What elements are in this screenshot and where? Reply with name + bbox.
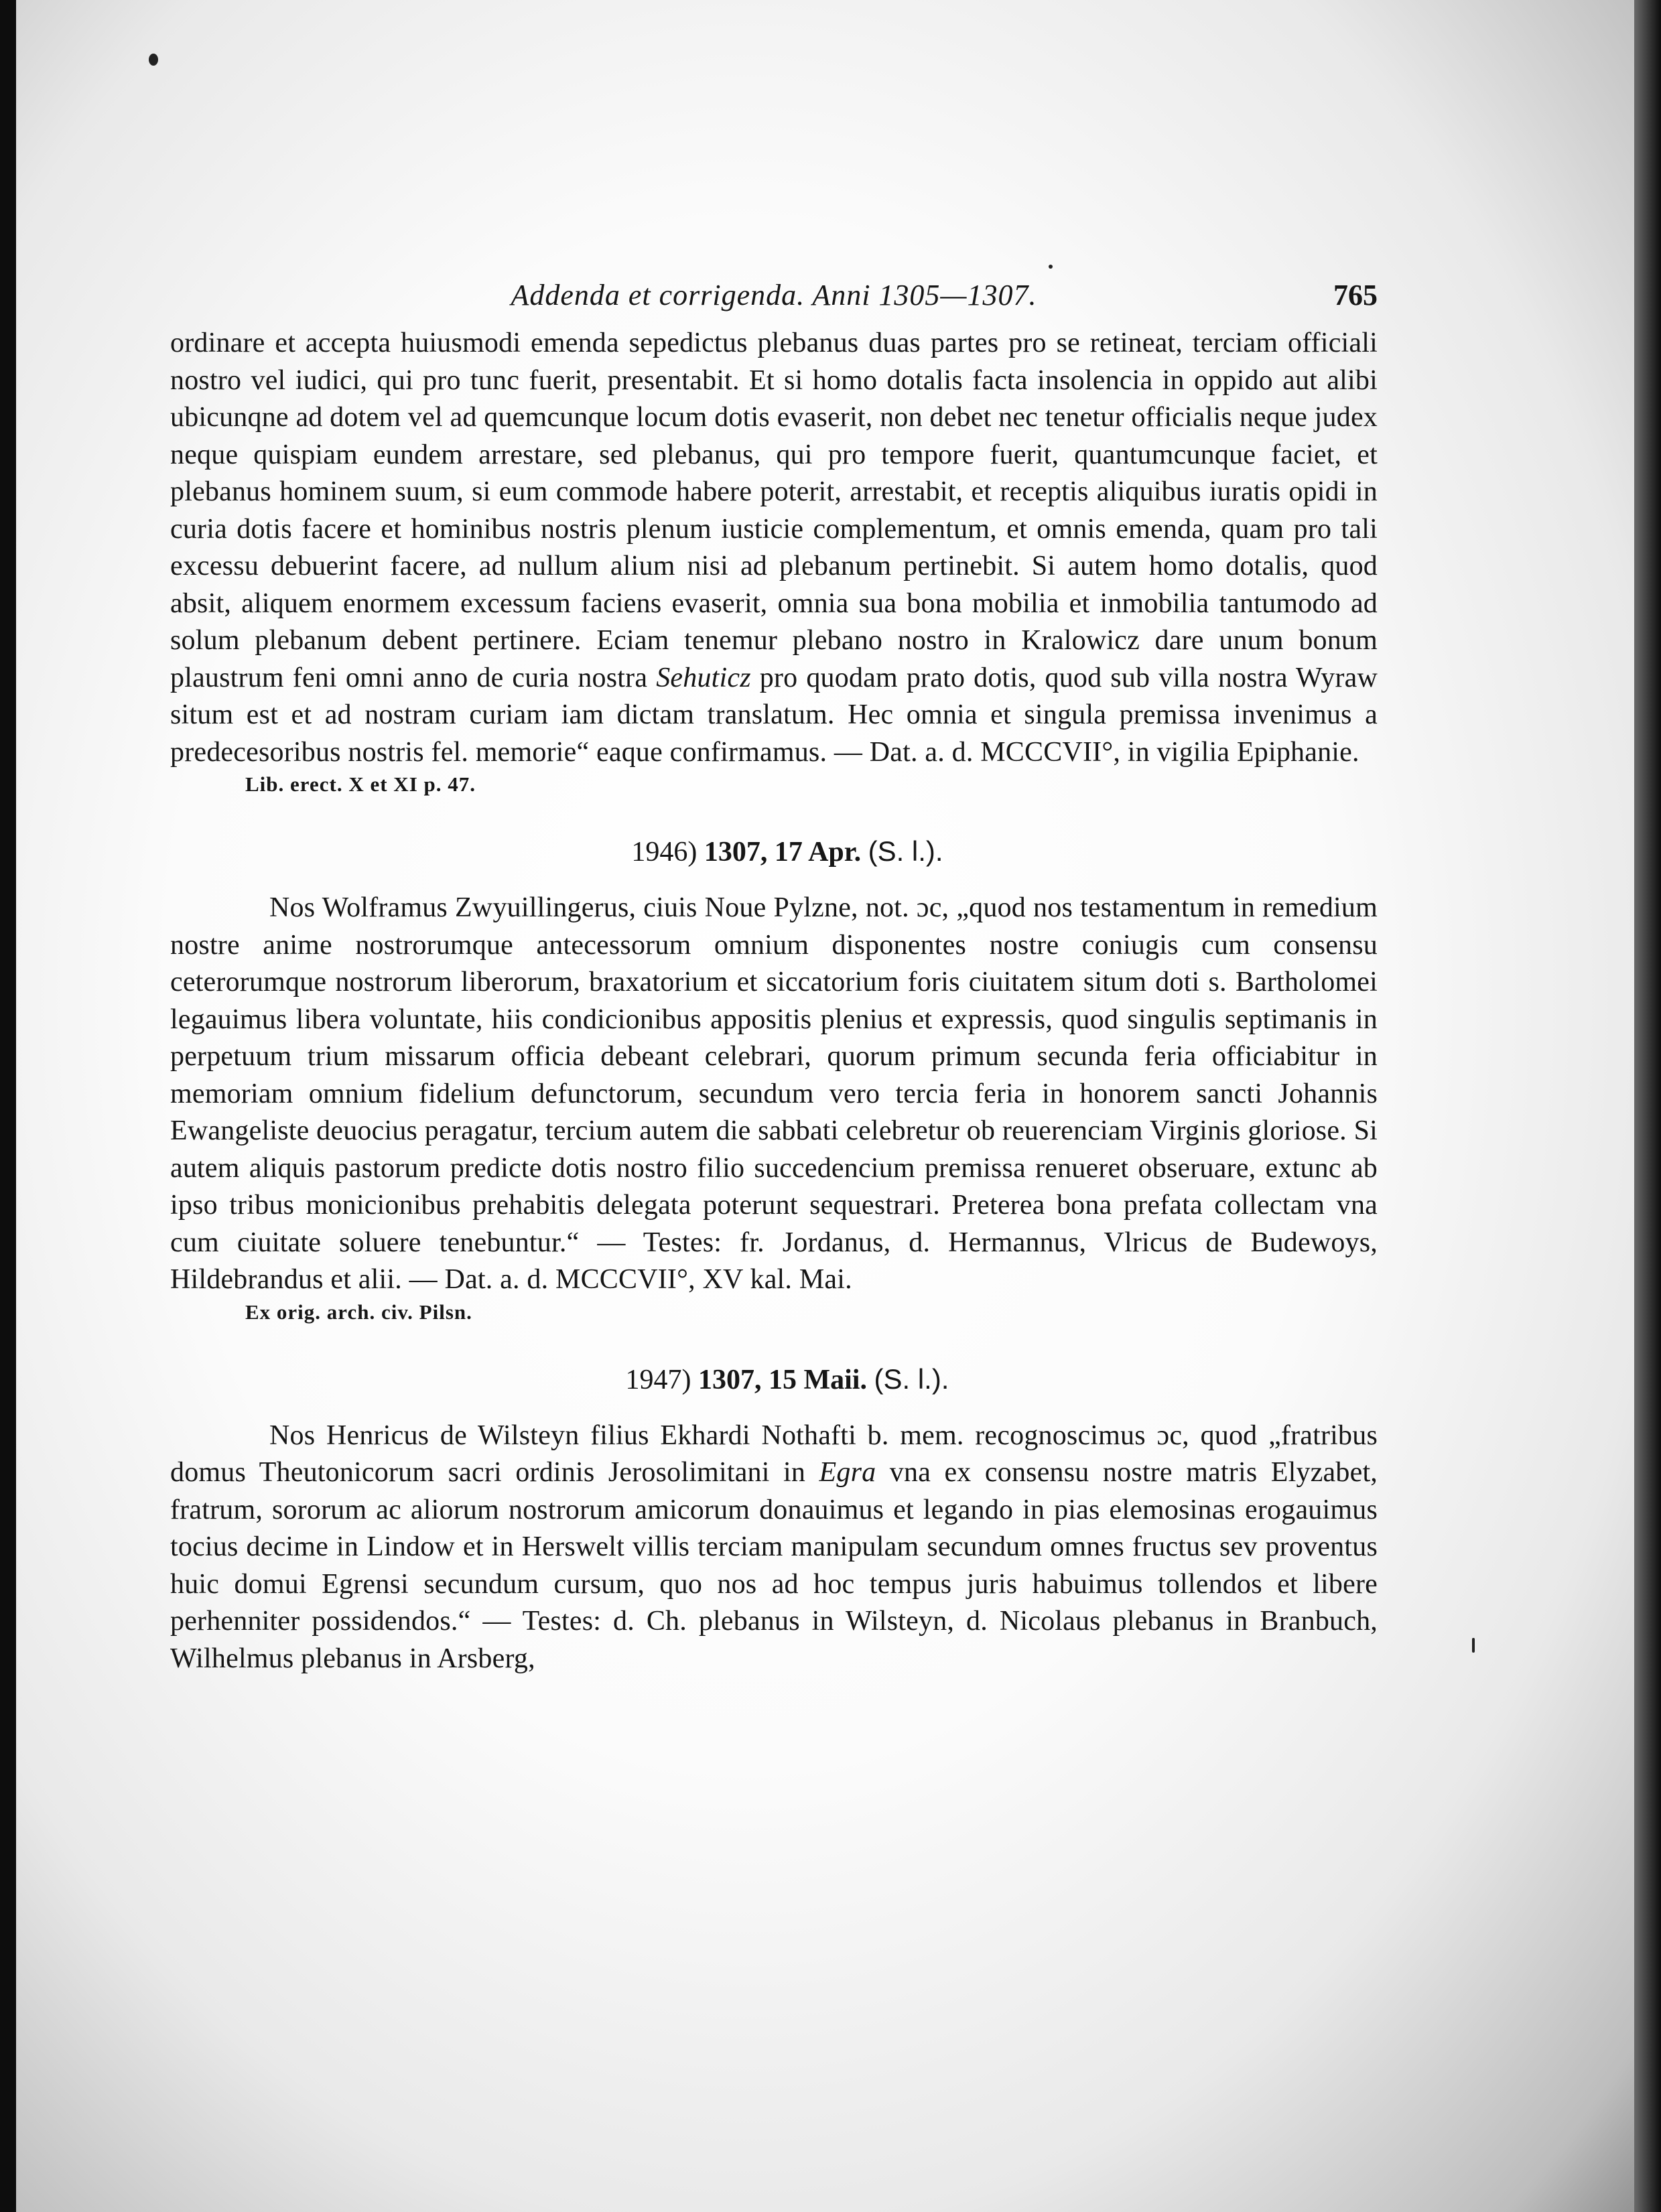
- entry-date: 1307, 17 Apr.: [704, 837, 862, 868]
- entry-body: [170, 1418, 1378, 1678]
- place-name: Sehuticz: [656, 662, 751, 693]
- scan-speck: [149, 54, 158, 66]
- entry-location: (S. l.).: [868, 835, 943, 867]
- running-head: [170, 265, 1378, 325]
- scan-edge-right: [1634, 0, 1661, 2212]
- running-title: Addenda et corrigenda. Anni 1305—1307.: [511, 279, 1037, 312]
- entry-text: Nos Henricus de Wilsteyn filius Ekhardi Nothafti b. mem. recognoscimus ɔc, quod „fratribus domus Theutonicorum sacri ordinis Jerosolimitani in: [170, 1420, 1378, 1488]
- page-number: 765: [1333, 279, 1378, 312]
- entry-number: 1946): [631, 837, 697, 868]
- entry-text: ordinare et accepta huiusmodi emenda sepedictus plebanus duas partes pro se retineat, terciam officiali nostro vel iudici, qui pro tunc fuerit, presentabit. Et si homo dotalis facta insolencia in oppido aut alibi ubicunqne ad dotem vel ad quemcunque locum dotis evaserit, non debet nec tenetur officialis neque judex neque quispiam eundem arrestare, sed plebanus, qui pro tempore fuerit, quantumcunque faciet, et plebanus hominem suum, si eum commode habere poterit, arrestabit, et receptis aliquibus iuratis opidi in curia dotis facere et hominibus nostris plenum iusticie complementum, et omnis emenda, quam pro tali excessu debuerint facere, ad nullum alium nisi ad plebanum pertinebit. Si autem homo dotalis, quod absit, aliquem enormem excessum faciens evaserit, omnia sua bona mobilia et inmobilia tantumodo ad solum plebanum debent pertinere. Eciam tenemur plebano nostro in Kralowicz dare unum bonum plaustrum feni omni anno de curia nostra: [170, 328, 1378, 693]
- page-content: [170, 265, 1378, 1677]
- entry-1945-continuation: [170, 325, 1378, 797]
- source-note: Lib. erect. X et XI p. 47.: [245, 772, 476, 796]
- entry-body: [170, 325, 1378, 771]
- entry-body: Nos Wolframus Zwyuillingerus, ciuis Noue Pylzne, not. ɔc, „quod nos testamentum in remedium nostre anime nostrorumque antecessorum omnium disponentes nostre coniugis cum consensu ceterorumque nostrorum liberorum, braxatorium et siccatorium foris ciuitatem situm doti s. Bartholomei legauimus libera voluntate, hiis condicionibus appositis plenius et expressis, quod singulis septimanis in perpetuum trium missarum officia debeant celebrari, quorum primum secunda feria officiabitur in memoriam omnium fidelium defunctorum, secundum vero tercia feria in honorem sancti Johannis Ewangeliste deuocius peragatur, tercium autem die sabbati celebretur ob reuerenciam Virginis gloriose. Si autem aliquis pastorum predicte dotis nostro filio succedencium premissa renueret obseruare, extunc ab ipso tribus monicionibus prehabitis delegata poterunt sequestrari. Preterea bona prefata collectam vna cum ciuitate soluere tenebuntur.“ — Testes: fr. Jordanus, d. Hermannus, Vlricus de Budewoys, Hildebrandus et alii. — Dat. a. d. MCCCVII°, XV kal. Mai.: [170, 892, 1378, 1295]
- entry-1947: [170, 1363, 1378, 1678]
- source-note: Ex orig. arch. civ. Pilsn.: [245, 1300, 472, 1324]
- entry-text: pro quodam prato dotis, quod sub villa nostra Wyraw situm est et ad nostram curiam iam dictam translatum. Hec omnia et singula premissa invenimus a predecesoribus nostris fel. memorie“ eaque confirmamus. — Dat. a. d. MCCCVII°, in vigilia Epiphanie.: [170, 662, 1378, 768]
- entry-heading: [170, 835, 1378, 868]
- place-name: Egra: [819, 1457, 876, 1488]
- entry-1946: [170, 835, 1378, 1324]
- entry-date: 1307, 15 Maii.: [698, 1364, 867, 1395]
- entry-heading: [170, 1363, 1378, 1396]
- scan-speck: [1472, 1638, 1475, 1653]
- entry-location: (S. l.).: [874, 1363, 949, 1395]
- entry-number: 1947): [625, 1364, 691, 1395]
- scan-edge-left: [0, 0, 16, 2212]
- entry-text: vna ex consensu nostre matris Elyzabet, fratrum, sororum ac aliorum nostrorum amicorum donauimus et legando in pias elemosinas erogauimus tocius decime in Lindow et in Herswelt villis terciam manipulam secundum omnes fructus sev proventus huic domui Egrensi secundum cursum, quo nos ad hoc tempus juris habuimus tollendos et libere perhenniter possidendos.“ — Testes: d. Ch. plebanus in Wilsteyn, d. Nicolaus plebanus in Branbuch, Wilhelmus plebanus in Arsberg,: [170, 1457, 1378, 1674]
